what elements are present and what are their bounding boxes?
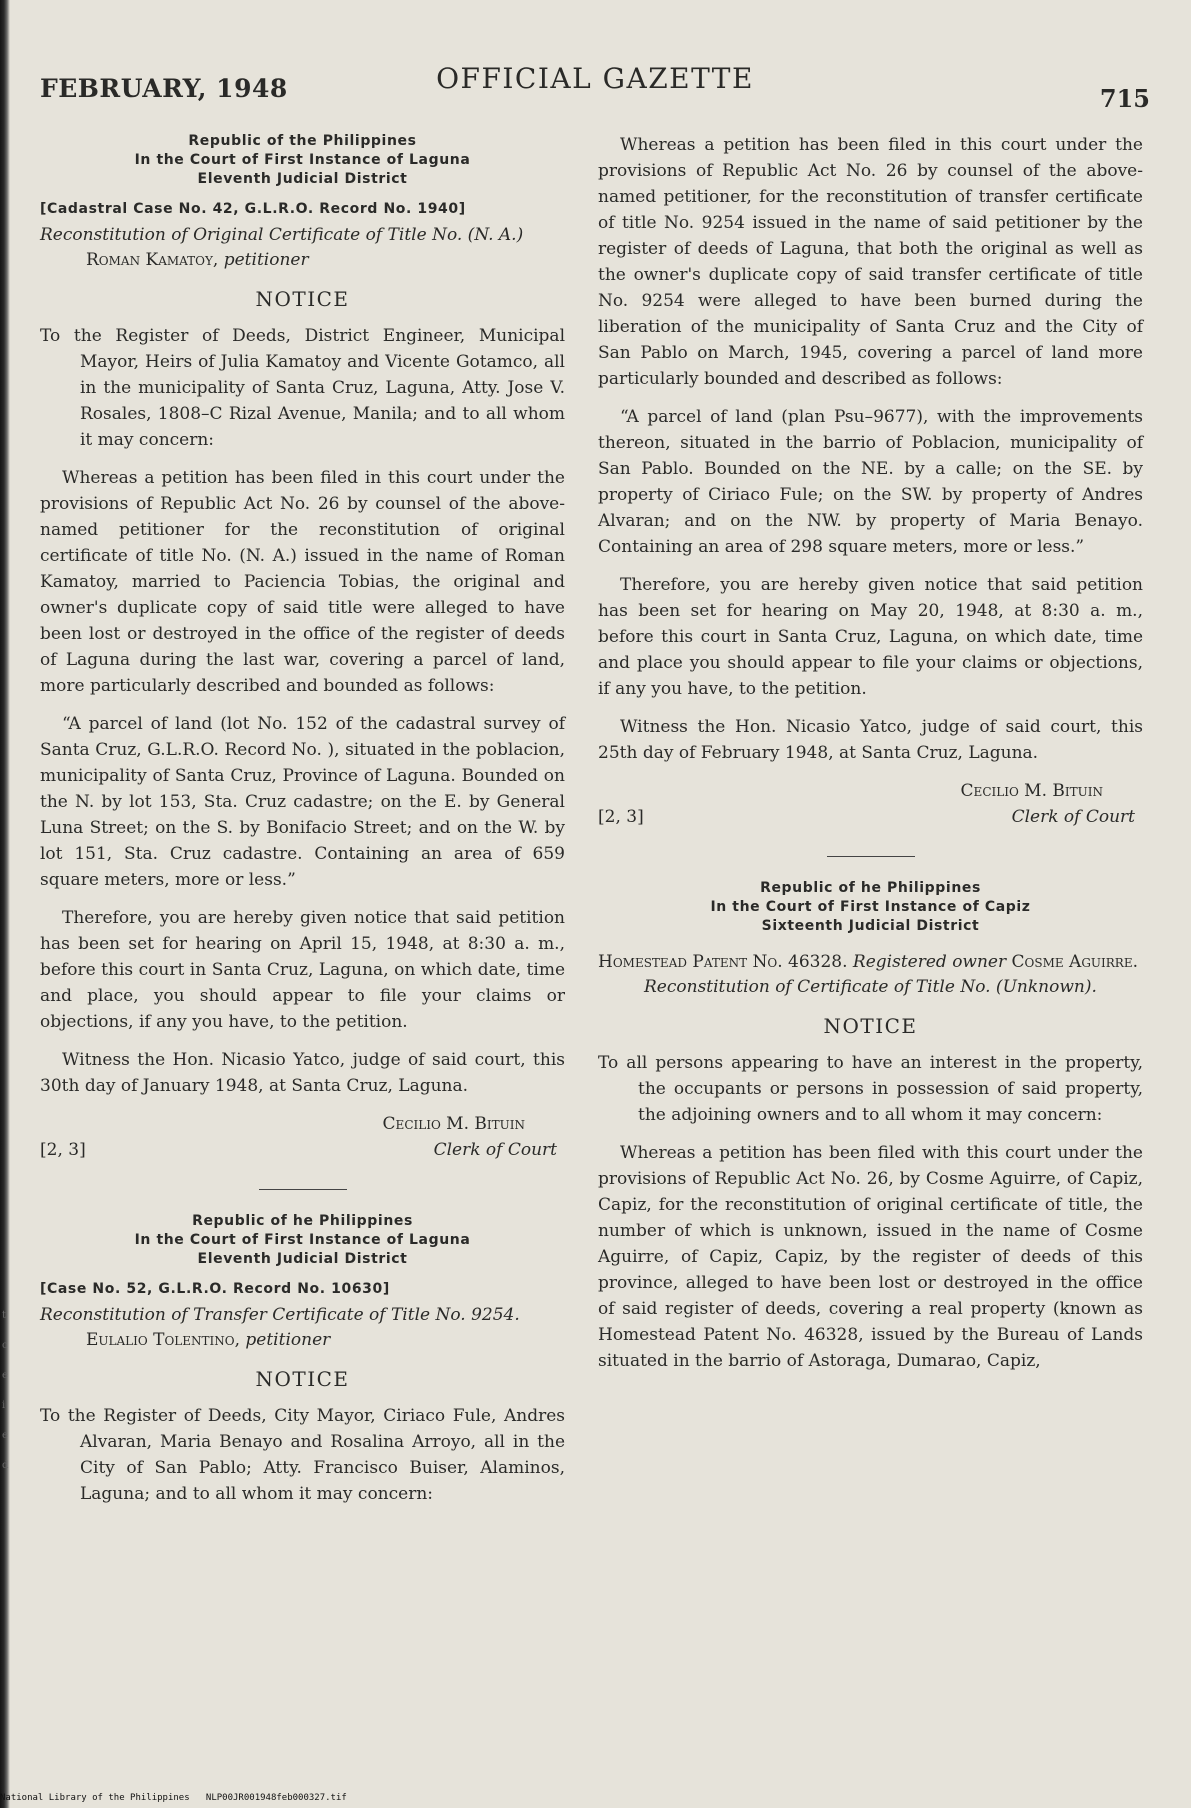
signer-role: Clerk of Court — [1011, 807, 1135, 827]
addressees: To the Register of Deeds, District Engineer, Municipal Mayor, Heirs of Julia Kamatoy and Vicente Gotamco, all in the municipality of Santa Cruz, Laguna, Atty. Jose V. Rosales, 1808–C Rizal Avenue, Manila; and to all whom it may concern: — [40, 326, 565, 450]
book-spine-shadow — [0, 0, 10, 1808]
right-column — [598, 132, 1143, 1386]
page-number: 715 — [1099, 84, 1150, 113]
case-caption: Reconstitution of Original Certificate of Title No. (N. A.) Roman Kamatoy, petitioner — [40, 225, 524, 270]
paragraph: Therefore, you are hereby given notice that said petition has been set for hearing on April 15, 1948, at 8:30 a. m., before this court in Santa Cruz, Laguna, on which date, time and place, you should appear to file your claims or objections, if any you have, to the petition. — [40, 908, 565, 1032]
notice-heading: NOTICE — [255, 1367, 350, 1391]
signer-name: Cecilio M. Bituin — [960, 781, 1103, 801]
publication-title: OFFICIAL GAZETTE — [436, 62, 754, 95]
left-column — [40, 132, 565, 1519]
case-caption: Homestead Patent No. 46328. Registered owner Cosme Aguirre. Reconstitution of Certificate of Title No. (Unknown). — [598, 952, 1138, 997]
case-caption: Reconstitution of Transfer Certificate of Title No. 9254. Eulalio Tolentino, petitioner — [40, 1305, 520, 1350]
paragraph: Witness the Hon. Nicasio Yatco, judge of said court, this 30th day of January 1948, at Santa Cruz, Laguna. — [40, 1050, 565, 1096]
issue-ref: [2, 3] — [598, 807, 644, 827]
section-divider — [259, 1189, 347, 1190]
notice-tolentino-continued — [598, 132, 1143, 836]
paragraph: Whereas a petition has been filed in this court under the provisions of Republic Act No. 26 by counsel of the above-named petitioner for the reconstitution of original certificate of title No. (N. A.) issued in the name of Roman Kamatoy, married to Paciencia Tobias, the original and owner's duplicate copy of said title were alleged to have been lost or destroyed in the office of the register of deeds of Laguna during the last war, covering a parcel of land, more particularly described and bounded as follows: — [40, 468, 565, 696]
issue-date: FEBRUARY, 1948 — [40, 74, 288, 103]
notice-heading: NOTICE — [823, 1014, 918, 1038]
court-heading: Republic of he Philippines In the Court of First Instance of Capiz Sixteenth Judicial District — [710, 880, 1031, 934]
court-heading: Republic of the Philippines In the Court of First Instance of Laguna Eleventh Judicial District — [134, 133, 471, 187]
section-divider — [827, 856, 915, 857]
addressees: To all persons appearing to have an interest in the property, the occupants or persons in possession of said property, the adjoining owners and to all whom it may concern: — [598, 1053, 1143, 1125]
case-number: [Cadastral Case No. 42, G.L.R.O. Record No. 1940] — [40, 201, 466, 217]
signer-name: Cecilio M. Bituin — [382, 1114, 525, 1134]
notice-heading: NOTICE — [255, 287, 350, 311]
paragraph: Whereas a petition has been filed with this court under the provisions of Republic Act No. 26, by Cosme Aguirre, of Capiz, Capiz, for the reconstitution of original certificate of title, the number of which is unknown, issued in the name of Cosme Aguirre, of Capiz, Capiz, by the register of deeds of this province, alleged to have been lost or destroyed in the office of said register of deeds, covering a real property (known as Homestead Patent No. 46328, issued by the Bureau of Lands situated in the barrio of Astoraga, Dumarao, Capiz, — [598, 1143, 1143, 1371]
notice-kamatoy — [40, 132, 565, 1169]
land-description: “A parcel of land (lot No. 152 of the cadastral survey of Santa Cruz, G.L.R.O. Record No. ), situated in the poblacion, municipality of Santa Cruz, Province of Laguna. Bounded on the N. by lot 153, Sta. Cruz cadastre; on the E. by General Luna Street; on the S. by Bonifacio Street; and on the W. by lot 151, Sta. Cruz cadastre. Containing an area of 659 square meters, more or less.” — [40, 714, 565, 890]
margin-scan-marks: t c e i e d — [2, 1310, 9, 1471]
paragraph: Witness the Hon. Nicasio Yatco, judge of said court, this 25th day of February 1948, at Santa Cruz, Laguna. — [598, 717, 1143, 763]
page-header — [40, 62, 1150, 112]
land-description: “A parcel of land (plan Psu–9677), with the improvements thereon, situated in the barrio of Poblacion, municipality of San Pablo. Bounded on the NE. by a calle; on the SE. by property of Ciriaco Fule; on the SW. by property of Andres Alvaran; and on the NW. by property of Maria Benayo. Containing an area of 298 square meters, more or less.” — [598, 407, 1143, 557]
court-heading: Republic of he Philippines In the Court of First Instance of Laguna Eleventh Judicial District — [134, 1213, 471, 1267]
paragraph: Whereas a petition has been filed in this court under the provisions of Republic Act No. 26 by counsel of the above-named petitioner, for the reconstitution of transfer certificate of title No. 9254 issued in the name of said petitioner by the register of deeds of Laguna, that both the original as well as the owner's duplicate copy of said transfer certificate of title No. 9254 were alleged to have been burned during the liberation of the municipality of Santa Cruz and the City of San Pablo on March, 1945, covering a parcel of land more particularly bounded and described as follows: — [598, 135, 1143, 389]
paragraph: Therefore, you are hereby given notice that said petition has been set for hearing on May 20, 1948, at 8:30 a. m., before this court in Santa Cruz, Laguna, on which date, time and place you should appear to file your claims or objections, if any you have, to the petition. — [598, 575, 1143, 699]
signature-block — [40, 1111, 565, 1169]
notice-tolentino — [40, 1212, 565, 1507]
signature-block — [598, 778, 1143, 836]
issue-ref: [2, 3] — [40, 1140, 86, 1160]
case-number: [Case No. 52, G.L.R.O. Record No. 10630] — [40, 1281, 390, 1297]
scan-footer: National Library of the Philippines NLP00JR001948feb000327.tif — [0, 1793, 347, 1803]
addressees: To the Register of Deeds, City Mayor, Ciriaco Fule, Andres Alvaran, Maria Benayo and Rosalina Arroyo, all in the City of San Pablo; Atty. Francisco Buiser, Alaminos, Laguna; and to all whom it may concern: — [40, 1406, 565, 1504]
notice-aguirre — [598, 879, 1143, 1374]
signer-role: Clerk of Court — [433, 1140, 557, 1160]
